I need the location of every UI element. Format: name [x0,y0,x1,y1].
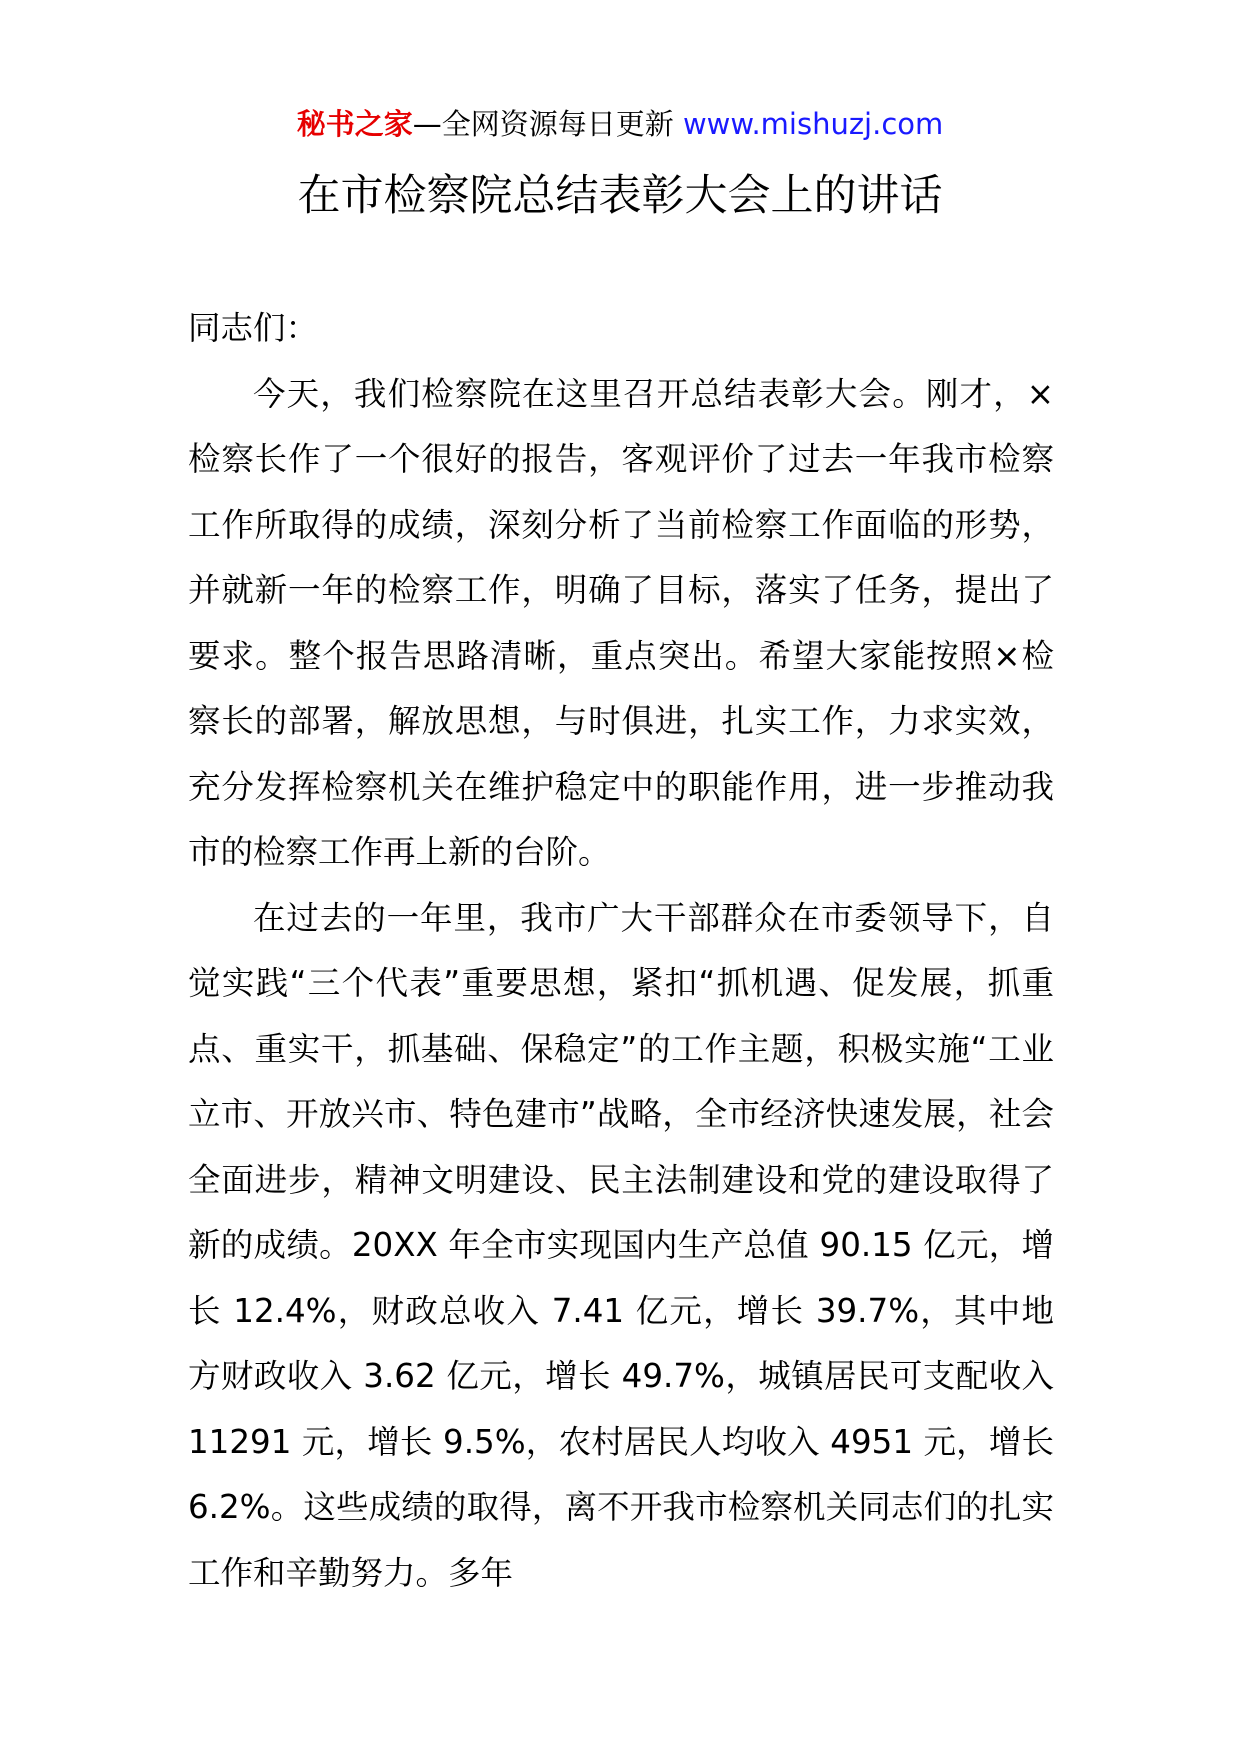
site-url-link[interactable]: www.mishuzj.com [682,107,944,141]
site-header [0,104,1240,144]
document-body [188,296,1054,1606]
body-paragraph-2: 在过去的一年里，我市广大干部群众在市委领导下，自觉实践“三个代表”重要思想，紧扣“抓机遇、促发展，抓重点、重实干，抓基础、保稳定”的工作主题，积极实施“工业立市、开放兴市、特色建市”战略，全市经济快速发展，社会全面进步，精神文明建设、民主法制建设和党的建设取得了新的成绩。20XX 年全市实现国内生产总值 90.15 亿元，增长 12.4%，财政总收入 7.41 亿元，增长 39.7%，其中地方财政收入 3.62 亿元，增长 49.7%，城镇居民可支配收入 11291 元，增长 9.5%，农村居民人均收入 4951 元，增长 6.2%。这些成绩的取得，离不开我市检察机关同志们的扎实工作和辛勤努力。多年 [188,898,1054,1592]
site-brand: 秘书之家 [296,107,413,141]
site-tagline: —全网资源每日更新 [412,107,674,141]
body-paragraph-1: 今天，我们检察院在这里召开总结表彰大会。刚才，×检察长作了一个很好的报告，客观评价了过去一年我市检察工作所取得的成绩，深刻分析了当前检察工作面临的形势，并就新一年的检察工作，明确了目标，落实了任务，提出了要求。整个报告思路清晰，重点突出。希望大家能按照×检察长的部署，解放思想，与时俱进，扎实工作，力求实效，充分发挥检察机关在维护稳定中的职能作用，进一步推动我市的检察工作再上新的台阶。 [188,374,1054,871]
document-title: 在市检察院总结表彰大会上的讲话 [297,171,943,221]
salutation: 同志们： [188,309,319,347]
